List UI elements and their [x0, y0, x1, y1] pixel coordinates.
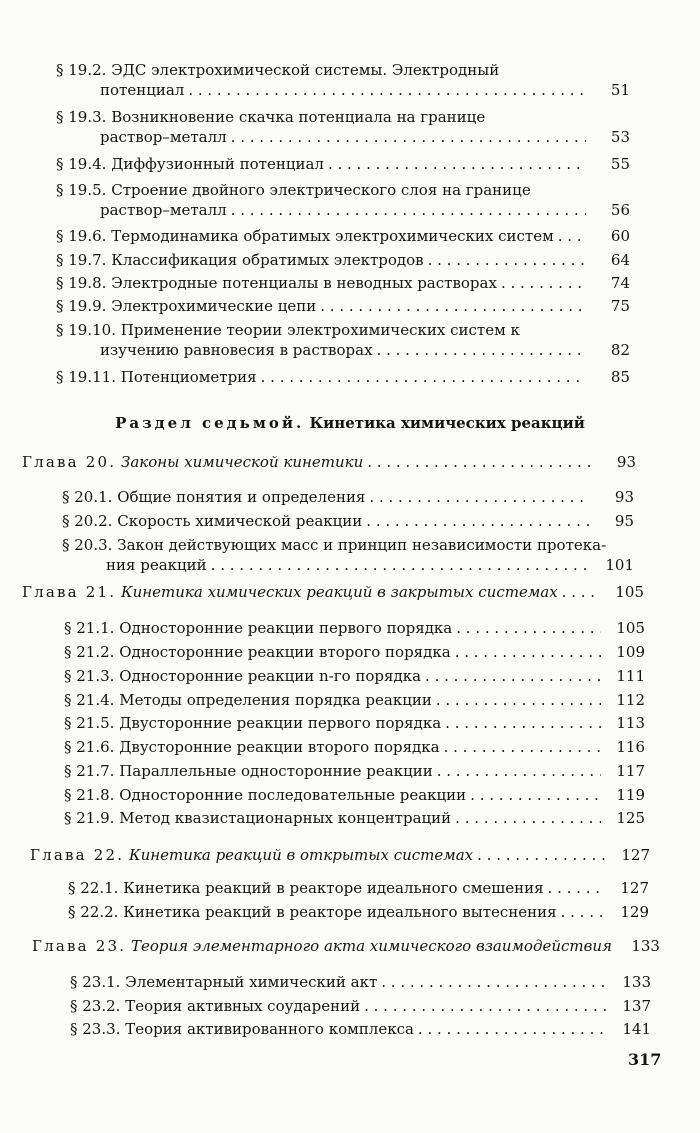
toc-entry	[56, 320, 630, 360]
entry-title: Односторонние реакции второго порядка	[119, 643, 451, 661]
entry-page: 105	[616, 619, 645, 637]
toc-entry	[64, 713, 645, 733]
toc-entry	[56, 180, 630, 220]
entry-title: Строение двойного электрического слоя на границе	[111, 181, 531, 199]
entry-page: 119	[616, 786, 645, 804]
entry-page: 116	[616, 738, 645, 756]
entry-title-cont: изучению равновесия в растворах	[100, 341, 373, 359]
toc-entry	[56, 296, 630, 316]
entry-title: Односторонние реакции n-го порядка	[119, 667, 422, 685]
entry-title: ЭДС электрохимической системы. Электродный	[111, 61, 500, 79]
entry-title: Применение теории электрохимических систем к	[120, 321, 520, 339]
chapter-page: 133	[631, 937, 660, 955]
leader-dots	[261, 367, 586, 387]
entry-title: Методы определения порядка реакции	[119, 691, 432, 709]
leader-dots	[367, 452, 592, 472]
entry-page: 64	[610, 251, 630, 269]
toc-entry	[64, 737, 645, 757]
entry-title: Кинетика реакций в реакторе идеального смешения	[123, 879, 544, 897]
toc-entry	[68, 878, 649, 898]
chapter-heading	[22, 582, 644, 602]
leader-dots	[425, 666, 601, 686]
toc-entry	[70, 996, 651, 1016]
entry-number: § 19.8.	[56, 274, 107, 292]
entry-page: 127	[620, 879, 649, 897]
chapter-heading	[30, 845, 650, 865]
toc-entry	[70, 972, 651, 992]
toc-entry	[64, 642, 645, 662]
entry-number: § 19.7.	[56, 251, 107, 269]
leader-dots	[381, 972, 607, 992]
toc-entry	[56, 367, 630, 387]
chapter-title: Теория элементарного акта химического взаимодействия	[131, 937, 612, 955]
toc-entry	[56, 107, 630, 147]
section-heading-prefix: Раздел седьмой.	[115, 414, 305, 432]
toc-entry	[64, 808, 645, 828]
chapter-title: Законы химической кинетики	[121, 453, 364, 471]
entry-number: § 23.2.	[70, 997, 121, 1015]
entry-number: § 21.5.	[64, 714, 115, 732]
entry-number: § 21.4.	[64, 691, 115, 709]
toc-entry	[64, 690, 645, 710]
entry-number: § 19.6.	[56, 227, 107, 245]
entry-page: 55	[610, 155, 630, 173]
entry-number: § 19.11.	[56, 368, 116, 386]
toc-entry	[56, 60, 630, 100]
toc-entry	[56, 250, 630, 270]
toc-entry	[68, 902, 649, 922]
page-number: 317	[628, 1050, 662, 1069]
leader-dots	[561, 902, 605, 922]
entry-title: Односторонние последовательные реакции	[119, 786, 467, 804]
entry-number: § 23.3.	[70, 1020, 121, 1038]
leader-dots	[428, 250, 586, 270]
leader-dots	[444, 737, 601, 757]
chapter-prefix: Глава 21.	[22, 583, 117, 601]
entry-number: § 23.1.	[70, 973, 121, 991]
entry-number: § 21.6.	[64, 738, 115, 756]
entry-title: Параллельные односторонние реакции	[119, 762, 433, 780]
chapter-heading	[22, 452, 636, 472]
entry-number: § 21.2.	[64, 643, 115, 661]
entry-page: 112	[616, 691, 645, 709]
entry-page: 60	[610, 227, 630, 245]
entry-title-cont: раствор–металл	[100, 201, 227, 219]
entry-page: 117	[616, 762, 645, 780]
toc-entry	[56, 226, 630, 246]
entry-number: § 21.9.	[64, 809, 115, 827]
leader-dots	[558, 226, 586, 246]
chapter-heading	[32, 936, 660, 956]
entry-number: § 19.3.	[56, 108, 107, 126]
toc-entry	[64, 666, 645, 686]
chapter-prefix: Глава 23.	[32, 937, 127, 955]
entry-page: 82	[610, 341, 630, 359]
entry-page: 129	[620, 903, 649, 921]
chapter-page: 93	[616, 453, 636, 471]
entry-number: § 21.3.	[64, 667, 115, 685]
entry-title: Теория активированного комплекса	[125, 1020, 414, 1038]
section-heading	[0, 414, 700, 432]
leader-dots	[328, 154, 586, 174]
leader-dots	[455, 642, 601, 662]
toc-entry	[64, 618, 645, 638]
entry-title: Двусторонние реакции второго порядка	[119, 738, 440, 756]
leader-dots	[364, 996, 607, 1016]
entry-number: § 19.9.	[56, 297, 107, 315]
entry-number: § 19.10.	[56, 321, 116, 339]
chapter-page: 127	[621, 846, 650, 864]
leader-dots	[231, 200, 586, 220]
chapter-title: Кинетика реакций в открытых системах	[129, 846, 474, 864]
entry-number: § 20.2.	[62, 512, 113, 530]
toc-entry	[64, 761, 645, 781]
toc-entry	[62, 487, 634, 507]
entry-page: 56	[610, 201, 630, 219]
entry-title: Метод квазистационарных концентраций	[119, 809, 452, 827]
leader-dots	[320, 296, 586, 316]
toc-entry	[70, 1019, 651, 1039]
toc-entry	[62, 511, 634, 531]
entry-title: Общие понятия и определения	[117, 488, 366, 506]
entry-number: § 20.1.	[62, 488, 113, 506]
entry-page: 109	[616, 643, 645, 661]
leader-dots	[456, 618, 601, 638]
entry-title: Диффузионный потенциал	[111, 155, 324, 173]
entry-number: § 21.1.	[64, 619, 115, 637]
entry-title: Термодинамика обратимых электрохимических систем	[111, 227, 554, 245]
toc-entry	[64, 785, 645, 805]
entry-page: 75	[610, 297, 630, 315]
toc-entry	[56, 273, 630, 293]
entry-page: 133	[622, 973, 651, 991]
leader-dots	[470, 785, 601, 805]
entry-title-cont: потенциал	[100, 81, 185, 99]
entry-page: 101	[605, 556, 634, 574]
entry-page: 93	[614, 488, 634, 506]
leader-dots	[231, 127, 586, 147]
entry-page: 51	[610, 81, 630, 99]
leader-dots	[477, 845, 606, 865]
chapter-page: 105	[615, 583, 644, 601]
leader-dots	[501, 273, 586, 293]
entry-page: 85	[610, 368, 630, 386]
entry-title: Закон действующих масс и принцип независимости протека-	[117, 536, 607, 554]
leader-dots	[418, 1019, 607, 1039]
entry-page: 111	[616, 667, 645, 685]
entry-title: Электрохимические цепи	[111, 297, 317, 315]
entry-title: Кинетика реакций в реакторе идеального вытеснения	[123, 903, 557, 921]
leader-dots	[211, 555, 590, 575]
entry-page: 113	[616, 714, 645, 732]
leader-dots	[455, 808, 601, 828]
entry-page: 141	[622, 1020, 651, 1038]
entry-title: Потенциометрия	[120, 368, 257, 386]
section-heading-title: Кинетика химических реакций	[309, 414, 585, 432]
entry-title: Возникновение скачка потенциала на границе	[111, 108, 486, 126]
entry-page: 95	[614, 512, 634, 530]
leader-dots	[369, 487, 590, 507]
leader-dots	[188, 80, 586, 100]
entry-number: § 22.2.	[68, 903, 119, 921]
entry-number: § 19.2.	[56, 61, 107, 79]
leader-dots	[548, 878, 605, 898]
entry-page: 125	[616, 809, 645, 827]
entry-number: § 20.3.	[62, 536, 113, 554]
entry-title: Скорость химической реакции	[117, 512, 363, 530]
entry-title: Классификация обратимых электродов	[111, 251, 424, 269]
leader-dots	[445, 713, 601, 733]
entry-title: Односторонние реакции первого порядка	[119, 619, 453, 637]
entry-page: 53	[610, 128, 630, 146]
leader-dots	[377, 340, 586, 360]
leader-dots	[436, 690, 601, 710]
entry-title-cont: ния реакций	[106, 556, 207, 574]
leader-dots	[437, 761, 601, 781]
entry-number: § 19.4.	[56, 155, 107, 173]
leader-dots	[366, 511, 590, 531]
chapter-prefix: Глава 20.	[22, 453, 117, 471]
entry-title: Элементарный химический акт	[125, 973, 378, 991]
entry-title: Теория активных соударений	[125, 997, 361, 1015]
entry-number: § 21.7.	[64, 762, 115, 780]
entry-title: Электродные потенциалы в неводных растворах	[111, 274, 497, 292]
entry-title: Двусторонние реакции первого порядка	[119, 714, 442, 732]
entry-page: 74	[610, 274, 630, 292]
entry-title-cont: раствор–металл	[100, 128, 227, 146]
chapter-title: Кинетика химических реакций в закрытых системах	[121, 583, 558, 601]
leader-dots	[562, 582, 600, 602]
entry-page: 137	[622, 997, 651, 1015]
entry-number: § 21.8.	[64, 786, 115, 804]
toc-entry	[56, 154, 630, 174]
toc-entry	[62, 535, 634, 575]
chapter-prefix: Глава 22.	[30, 846, 125, 864]
entry-number: § 22.1.	[68, 879, 119, 897]
entry-number: § 19.5.	[56, 181, 107, 199]
